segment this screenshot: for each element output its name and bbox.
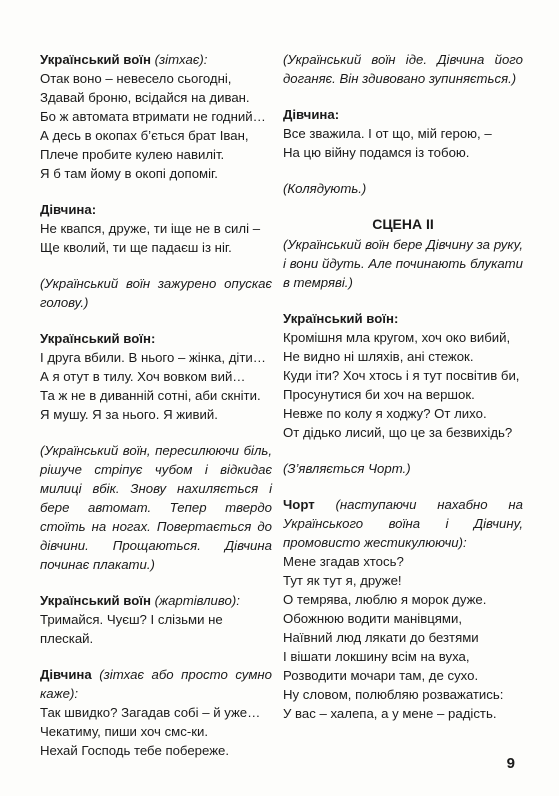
- verse-line: От дідько лисий, що це за безвихідь?: [283, 425, 513, 440]
- speaker-name: Чорт: [283, 497, 315, 512]
- verse-line: Ну словом, полюбляю розважатись:: [283, 687, 504, 702]
- stage-direction: (Український воїн, пересилюючи біль, рішуче стріпує чубом і відкидає милиці вбік. Знову нахиляється і бере автомат. Тепер твердо стоїть на ногах. Повертається до дівчини. Прощаються. Дівчина починає плакати.): [40, 443, 272, 572]
- verse-line: Я б там йому в окопі допоміг.: [40, 166, 218, 181]
- verse-line: І друга вбили. В нього – жінка, діти…: [40, 350, 266, 365]
- dialogue-block: [40, 50, 272, 183]
- verse-line: О темрява, люблю я морок дуже.: [283, 592, 487, 607]
- verse-line: Та ж не в диванній сотні, аби скніти.: [40, 388, 261, 403]
- verse-line: У вас – халепа, а у мене – радість.: [283, 706, 497, 721]
- verse-line: Чекатиму, пиши хоч смс-ки.: [40, 724, 209, 739]
- verse-line: Так швидко? Загадав собі – й уже…: [40, 705, 261, 720]
- verse-line: Не квапся, друже, ти іще не в силі –: [40, 221, 261, 236]
- verse-line: Обожнюю водити манівцями,: [283, 611, 462, 626]
- speaker-name: Дівчина: [40, 667, 92, 682]
- stage-direction: (жартівливо):: [154, 593, 240, 608]
- verse-line: Ще кволий, ти ще падаєш із ніг.: [40, 240, 232, 255]
- verse-line: Наївний люд лякати до безтями: [283, 630, 479, 645]
- stage-direction: (Колядують.): [283, 181, 367, 196]
- speaker-name: Дівчина:: [283, 107, 340, 122]
- speaker-name: Український воїн:: [283, 311, 399, 326]
- stage-direction: (наступаючи нахабно на Українського воїна і Дівчину, промовисто жестикулюючи):: [283, 497, 523, 550]
- verse-line: Невже по колу я ходжу? От лихо.: [283, 406, 487, 421]
- verse-line: Нехай Господь тебе побереже.: [40, 743, 230, 758]
- dialogue-block: [283, 309, 523, 442]
- left-column: [40, 50, 272, 777]
- verse-line: На цю війну подамся із тобою.: [283, 145, 470, 160]
- dialogue-block: [40, 591, 272, 648]
- verse-line: Я мушу. Я за нього. Я живий.: [40, 407, 218, 422]
- dialogue-block: [283, 495, 523, 723]
- stage-direction: (Український воїн зажурено опускає голову.): [40, 276, 272, 310]
- page-number: 9: [506, 755, 515, 772]
- stage-direction: (З’являється Чорт.): [283, 461, 411, 476]
- speaker-name: Український воїн:: [40, 331, 156, 346]
- verse-line: Не видно ні шляхів, ані стежок.: [283, 349, 474, 364]
- verse-line: Бо ж автомата втримати не годний…: [40, 109, 266, 124]
- stage-direction: (зітхає):: [154, 52, 208, 67]
- dialogue-block: [40, 665, 272, 760]
- verse-line: А я отут в тилу. Хоч вовком вий…: [40, 369, 246, 384]
- verse-line: Мене згадав хтось?: [283, 554, 404, 569]
- verse-line: Тут як тут я, друже!: [283, 573, 402, 588]
- dialogue-block: [40, 329, 272, 424]
- speaker-name: Український воїн: [40, 593, 151, 608]
- dialogue-block: [40, 200, 272, 257]
- dialogue-block: [283, 105, 523, 162]
- right-column: [283, 50, 523, 740]
- scene-heading: СЦЕНА ІІ: [372, 216, 434, 232]
- stage-direction: (Український воїн бере Дівчину за руку, і вони йдуть. Але починають блукати в темряві.): [283, 237, 523, 290]
- verse-line: Просунутися би хоч на вершок.: [283, 387, 475, 402]
- verse-line: І вішати локшину всім на вуха,: [283, 649, 470, 664]
- verse-line: А десь в окопах б’ється брат Іван,: [40, 128, 249, 143]
- speaker-name: Дівчина:: [40, 202, 97, 217]
- speaker-name: Український воїн: [40, 52, 151, 67]
- verse-line: Плече пробите кулею навиліт.: [40, 147, 225, 162]
- verse-line: Кромішня мла кругом, хоч око вибий,: [283, 330, 511, 345]
- verse-line: Здавай броню, всідайся на диван.: [40, 90, 250, 105]
- verse-line: Тримайся. Чуєш? І слізьми не плескай.: [40, 612, 223, 646]
- verse-line: Розводити мочари там, де сухо.: [283, 668, 479, 683]
- stage-direction: (Український воїн іде. Дівчина його доганяє. Він здивовано зупиняється.): [283, 52, 523, 86]
- verse-line: Куди іти? Хоч хтось і я тут посвітив би,: [283, 368, 520, 383]
- verse-line: Все зважила. І от що, мій герою, –: [283, 126, 492, 141]
- stage-direction: (зітхає або просто сумно каже):: [40, 667, 272, 701]
- verse-line: Отак воно – невесело сьогодні,: [40, 71, 232, 86]
